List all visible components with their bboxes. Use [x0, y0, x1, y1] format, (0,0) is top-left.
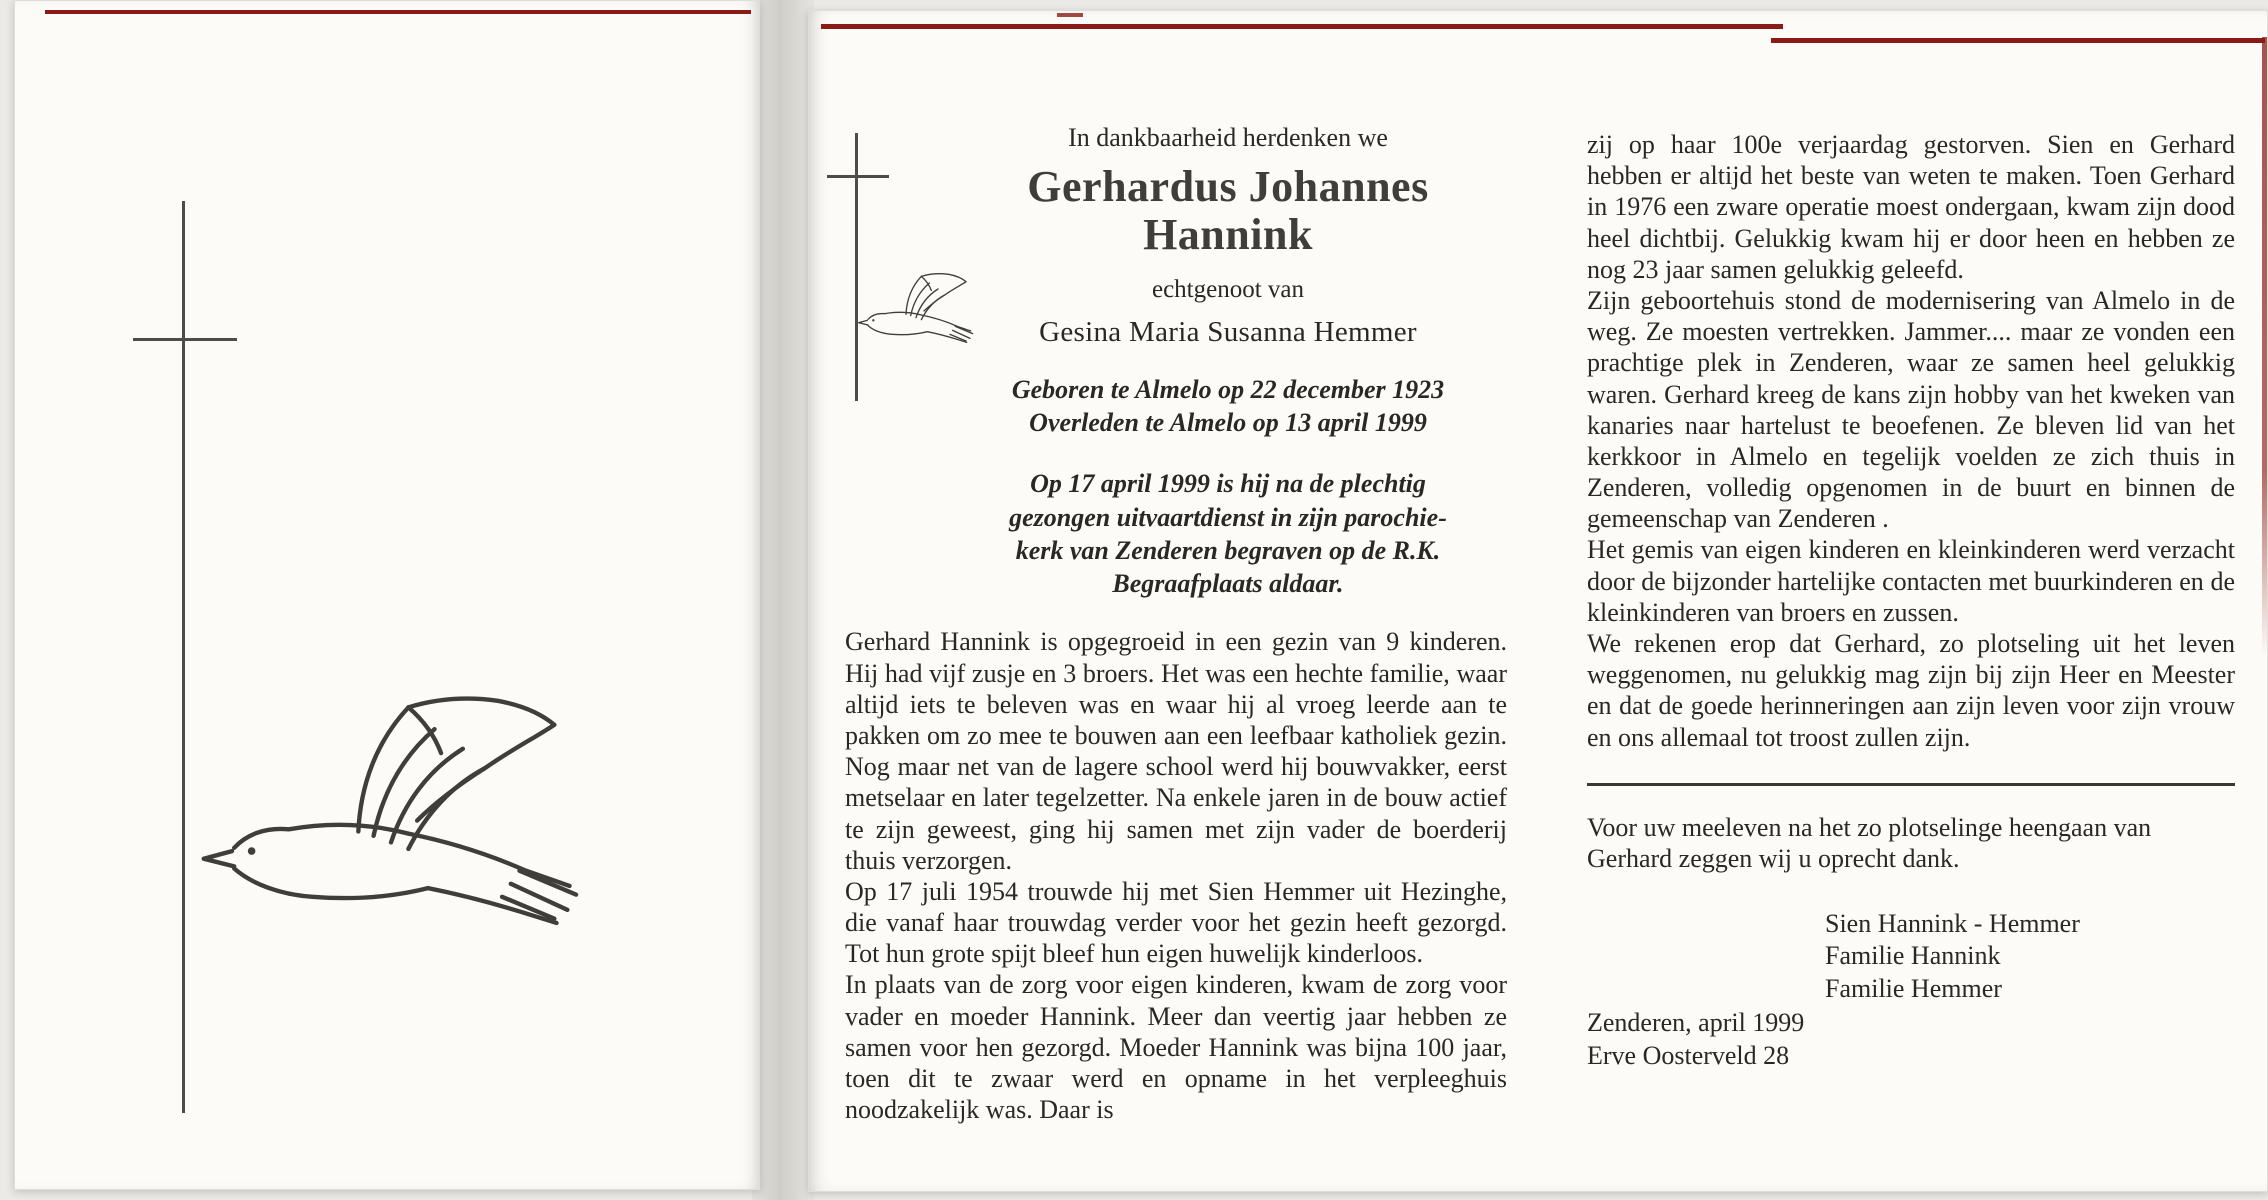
- signature-line: Sien Hannink - Hemmer: [1825, 909, 2080, 939]
- decorative-red-line: [821, 24, 1783, 29]
- signature-block: [1825, 908, 2235, 1005]
- spouse-name: Gesina Maria Susanna Hemmer: [1039, 315, 1417, 348]
- divider-line: [1587, 783, 2235, 786]
- biography-paragraph: Het gemis van eigen kinderen en kleinkinderen werd verzacht door de bijzonder hartelijke contacten met buurkinderen en de kleinkinderen van broers en zussen.: [1587, 535, 2235, 627]
- card-back-panel: [14, 0, 760, 1190]
- place-date: Zenderen, april 1999: [1587, 1007, 1805, 1037]
- right-column: [1587, 129, 2235, 1072]
- birth-line: Geboren te Almelo op 22 december 1923: [1011, 374, 1445, 404]
- card-inner-panel: [808, 10, 2268, 1192]
- biography-paragraph: zij op haar 100e verjaardag gestorven. Sien en Gerhard hebben er altijd het beste van weten te maken. Toen Gerhard in 1976 een zware operatie moest ondergaan, kwam zijn dood heel dichtbij. Gelukkig kwam hij er door heen en hebben ze nog 23 jaar samen gelukkig geleefd.: [1587, 130, 2235, 284]
- deceased-name-line1: Gerhardus Johannes: [1027, 162, 1429, 211]
- decorative-red-edge-line: [2262, 37, 2267, 657]
- left-column: [845, 123, 1507, 1125]
- biography-paragraph: Op 17 juli 1954 trouwde hij met Sien Hemmer uit Hezinghe, die vanaf haar trouwdag verder voor het gezin heeft gezorgd. Tot hun grote spijt bleef hun eigen huwelijk kinderloos.: [845, 876, 1507, 969]
- relation-label: echtgenoot van: [1151, 275, 1305, 303]
- biography-paragraph: Zijn geboortehuis stond de modernisering van Almelo in de weg. Ze moesten vertrekken. Jammer.... maar ze vonden een prachtige plek in Zenderen, waar ze samen heel gelukkig waren. Gerhard kreeg de kans zijn hobby van het kweken van kanaries naar hartelust te beoefenen. Ze bleven lid van het kerkkoor in Almelo en tegelijk voelden ze zich thuis in Zenderen, volledig opgenomen in de buurt en binnen de gemeenschap van Zenderen .: [1587, 285, 2235, 534]
- death-line: Overleden te Almelo op 13 april 1999: [1029, 408, 1427, 438]
- biography-left: [845, 626, 1507, 1125]
- acknowledgement: Voor uw meeleven na het zo plotselinge heengaan van Gerhard zeggen wij u oprecht dank.: [1587, 812, 2152, 873]
- closing-block: [1587, 1007, 2235, 1073]
- address: Erve Oosterveld 28: [1587, 1040, 1790, 1070]
- biography-paragraph: Gerhard Hannink is opgegroeid in een gezin van 9 kinderen. Hij had vijf zusje en 3 broers. Het was een hechte familie, waar altijd iets te beleven was en waar hij al vroeg leerde aan te pakken om zo mee te bouwen aan een leefbaar katholiek gezin. Nog maar net van de lagere school werd hij bouwvakker, eerst metselaar en later tegelzetter. Na enkele jaren in de bouw actief te zijn geweest, ging hij samen met zijn vader de boerderij thuis verzorgen.: [845, 627, 1507, 875]
- funeral-note: Op 17 april 1999 is hij na de plechtig gezongen uitvaartdienst in zijn parochie- kerk van Zenderen begraven op de R.K. Begraafplaats aldaar.: [1009, 469, 1447, 599]
- decorative-red-tick: [1057, 13, 1083, 17]
- dove-icon: [195, 633, 587, 969]
- decorative-red-line: [45, 10, 751, 14]
- decorative-red-line: [1771, 38, 2265, 43]
- deceased-name-line2: Hannink: [1143, 210, 1313, 260]
- card-fold-gap: [752, 0, 814, 1200]
- life-dates: [949, 373, 1507, 440]
- intro-line: In dankbaarheid herdenken we: [1068, 123, 1388, 152]
- signature-line: Familie Hemmer: [1825, 973, 2002, 1003]
- biography-paragraph: We rekenen erop dat Gerhard, zo plotseling uit het leven weggenomen, nu gelukkig mag zijn bij zijn Heer en Meester en dat de goede herinneringen aan zijn leven voor zijn vrouw en ons allemaal tot troost zullen zijn.: [1587, 629, 2235, 752]
- signature-line: Familie Hannink: [1825, 941, 2001, 971]
- deceased-name: [949, 163, 1507, 260]
- biography-paragraph: In plaats van de zorg voor eigen kinderen, kwam de zorg voor vader en moeder Hannink. Meer dan veertig jaar hebben ze samen voor hen gezorgd. Moeder Hannink was bijna 100 jaar, toen dit te zwaar werd en opname in het verpleeghuis noodzakelijk was. Daar is: [845, 970, 1507, 1125]
- memorial-heading: [845, 123, 1507, 600]
